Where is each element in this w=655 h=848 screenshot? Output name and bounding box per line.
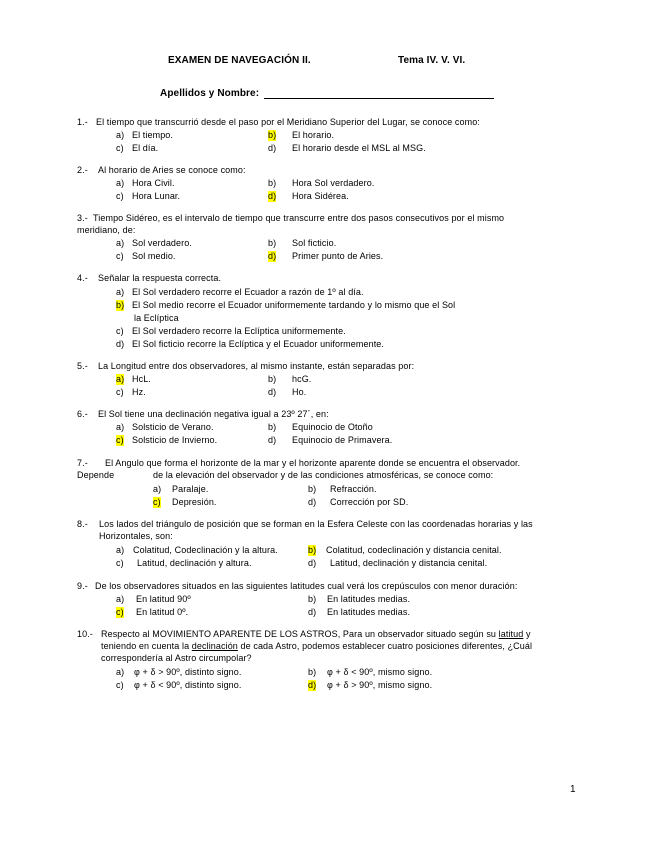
question-text: De los observadores situados en las siguientes latitudes cual verá los crepúsculos con menor duración: [95,581,518,591]
option-letter-highlighted: b) [116,300,125,310]
question-text: Los lados del triángulo de posición que se forman en la Esfera Celeste con las coordenadas horarias y las [99,519,533,529]
name-label: Apellidos y Nombre: [160,88,260,99]
option-letter: c) [116,191,124,201]
name-underline [264,98,494,99]
option-text: Depresión. [172,497,217,507]
option-text: El Sol ficticio recorre la Eclíptica y el Ecuador uniformemente. [132,339,385,349]
exam-title: EXAMEN DE NAVEGACIÓN II. [168,55,311,66]
option-text: El tiempo. [132,130,174,140]
option-letter-highlighted: c) [116,607,124,617]
option-text: Primer punto de Aries. [292,251,384,261]
question-number: 4.- [77,273,88,283]
question-number: 10.- [77,629,93,639]
underlined-word-latitud: latitud [498,629,524,639]
option-text: Refracción. [330,484,377,494]
option-letter: d) [308,558,317,568]
question-number: 8.- [77,519,88,529]
option-text: Sol verdadero. [132,238,192,248]
option-text: HcL. [132,374,151,384]
option-letter-highlighted: c) [116,435,124,445]
option-text: Hora Sol verdadero. [292,178,375,188]
option-letter: d) [268,435,277,445]
option-text: En latitudes medias. [327,607,411,617]
question-number: 3.- [77,213,88,223]
option-text: Sol medio. [132,251,176,261]
option-letter: c) [116,326,124,336]
option-letter-highlighted: d) [268,191,277,201]
question-text-continued [101,641,532,652]
question-number: 9.- [77,581,88,591]
question-text-continued: Horizontales, son: [99,531,173,541]
option-letter: b) [268,374,277,384]
question-text: El Sol tiene una declinación negativa igual a 23º 27´, en: [98,409,329,419]
question-text: Al horario de Aries se conoce como: [98,165,246,175]
option-letter: a) [116,178,125,188]
question-number: 5.- [77,361,88,371]
question-number: 7.- [77,458,88,468]
option-letter-highlighted: d) [308,680,317,690]
option-text: Equinocio de Otoño [292,422,373,432]
question-text-continued: meridiano, de: [77,225,136,235]
option-letter: b) [268,422,277,432]
option-text: Corrección por SD. [330,497,409,507]
option-text: hcG. [292,374,312,384]
option-letter: b) [308,667,317,677]
option-letter: a) [116,130,125,140]
option-letter: d) [308,607,317,617]
question-text [101,629,531,640]
option-text: El horario. [292,130,335,140]
underlined-word-declinacion: declinación [191,641,238,651]
option-letter: a) [116,594,125,604]
option-text: El día. [132,143,159,153]
option-letter-highlighted: d) [268,251,277,261]
option-letter-highlighted: b) [268,130,277,140]
option-text: Hora Civil. [132,178,175,188]
option-text: Paralaje. [172,484,209,494]
option-letter: d) [268,387,277,397]
question-text: El Angulo que forma el horizonte de la mar y el horizonte aparente donde se encuentra el observador. [105,458,521,468]
option-letter-highlighted: b) [308,545,317,555]
option-letter: d) [308,497,317,507]
option-text: φ + δ > 90º, mismo signo. [327,680,433,690]
option-letter: b) [268,238,277,248]
option-text: El Sol verdadero recorre la Eclíptica uniformemente. [132,326,346,336]
option-letter: d) [116,339,125,349]
question-number: 1.- [77,117,88,127]
option-letter: a) [153,484,162,494]
option-letter: a) [116,422,125,432]
page-number: 1 [570,784,576,795]
question-text: Tiempo Sidéreo, es el intervalo de tiempo que transcurre entre dos pasos consecutivos por el mismo [93,213,505,223]
question-text-part: teniendo en cuenta la [101,641,190,651]
question-text-continued: Depende [77,470,115,480]
option-letter-highlighted: a) [116,374,125,384]
option-letter: c) [116,558,124,568]
question-text: Señalar la respuesta correcta. [98,273,222,283]
option-text: Hora Sidérea. [292,191,349,201]
option-text-continued: la Eclíptica [134,313,179,323]
question-text: La Longitud entre dos observadores, al mismo instante, están separadas por: [98,361,415,371]
option-letter: c) [116,680,124,690]
option-text: El horario desde el MSL al MSG. [292,143,426,153]
question-number: 2.- [77,165,88,175]
option-letter: c) [116,251,124,261]
question-text-continued: correspondería al Astro circumpolar? [101,653,252,663]
option-letter: d) [268,143,277,153]
option-text: En latitud 0º. [136,607,189,617]
option-letter: a) [116,667,125,677]
option-text: Hz. [132,387,146,397]
option-text: Sol ficticio. [292,238,337,248]
option-text: Hora Lunar. [132,191,181,201]
option-text: φ + δ < 90º, distinto signo. [134,680,242,690]
option-text: Solsticio de Invierno. [132,435,218,445]
option-letter: b) [308,484,317,494]
question-text-continued: de la elevación del observador y de las condiciones atmosféricas, se conoce como: [153,470,494,480]
option-letter-highlighted: c) [153,497,161,507]
option-text: El Sol medio recorre el Ecuador uniformemente tardando y lo mismo que el Sol [132,300,456,310]
option-text: Colatitud, Codeclinación y la altura. [133,545,278,555]
option-text: φ + δ > 90º, distinto signo. [134,667,242,677]
option-text: En latitudes medias. [327,594,411,604]
option-text: El Sol verdadero recorre el Ecuador a razón de 1º al día. [132,287,364,297]
option-letter: b) [308,594,317,604]
option-text: φ + δ < 90º, mismo signo. [327,667,433,677]
question-text-part: Respecto al MOVIMIENTO APARENTE DE LOS ASTROS, Para un observador situado según su [101,629,497,639]
question-number: 6.- [77,409,88,419]
option-text: Latitud, declinación y distancia cenital. [330,558,488,568]
option-text: Colatitud, codeclinación y distancia cenital. [326,545,502,555]
question-text: El tiempo que transcurrió desde el paso por el Meridiano Superior del Lugar, se conoce como: [96,117,480,127]
option-letter: b) [268,178,277,188]
option-text: Equinocio de Primavera. [292,435,393,445]
option-letter: c) [116,143,124,153]
option-text: Ho. [292,387,307,397]
option-text: Latitud, declinación y altura. [137,558,252,568]
option-text: Solsticio de Verano. [132,422,214,432]
option-letter: a) [116,545,125,555]
option-letter: a) [116,238,125,248]
option-letter: c) [116,387,124,397]
option-text: En latitud 90º [136,594,191,604]
question-text-part: y [525,629,531,639]
question-text-part: de cada Astro, podemos establecer cuatro posiciones diferentes, ¿Cuál [240,641,533,651]
option-letter: a) [116,287,125,297]
exam-topics: Tema IV. V. VI. [398,55,466,66]
